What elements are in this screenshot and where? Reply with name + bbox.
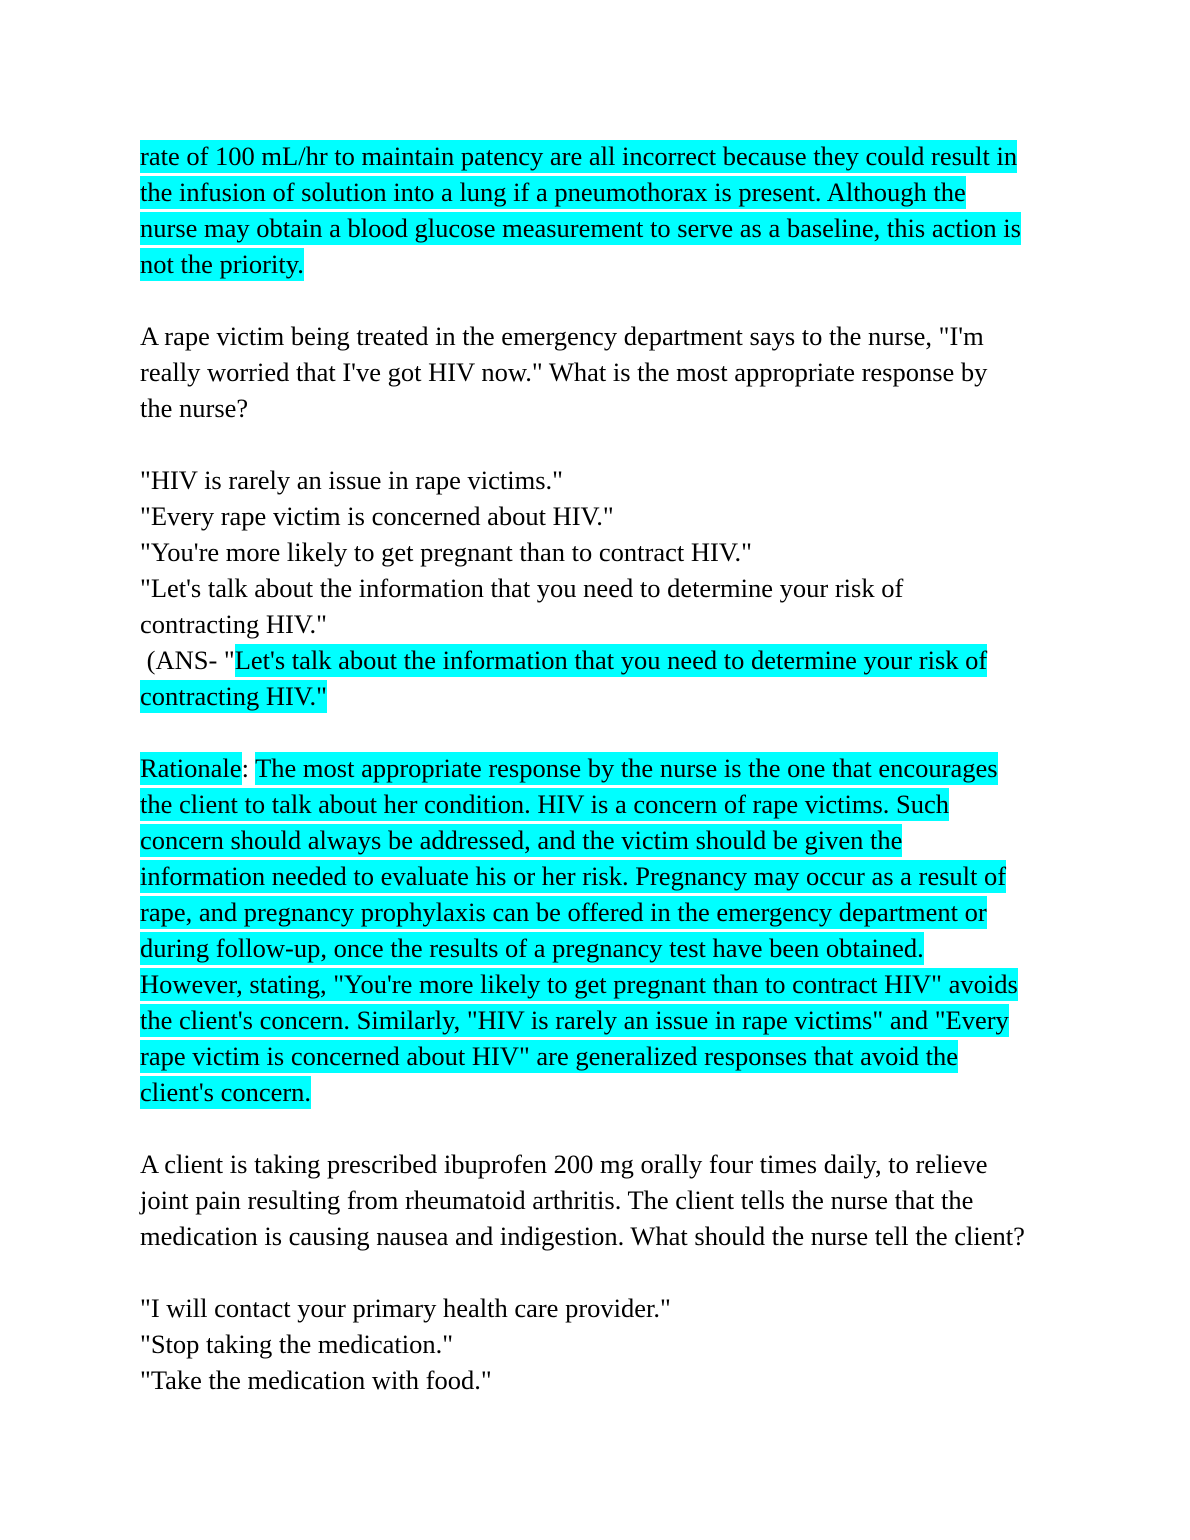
rationale-line-4: information needed to evaluate his or her risk. Pregnancy may occur as a result of bbox=[140, 861, 1007, 891]
rationale-line-9: rape victim is concerned about HIV" are generalized responses that avoid the bbox=[140, 1041, 959, 1071]
question-1-stem-line-2: really worried that I've got HIV now." What is the most appropriate response by bbox=[140, 357, 988, 387]
question-1-option-4: "Let's talk about the information that you need to determine your risk of bbox=[140, 573, 904, 603]
question-2-stem-line-3: medication is causing nausea and indigestion. What should the nurse tell the client? bbox=[140, 1221, 1025, 1251]
prev-rationale-line-3: nurse may obtain a blood glucose measurement to serve as a baseline, this action is bbox=[140, 213, 1021, 243]
question-1-answer-line-1 bbox=[140, 642, 987, 678]
question-2-option-3: "Take the medication with food." bbox=[140, 1365, 492, 1395]
prev-rationale-line-4: not the priority. bbox=[140, 249, 304, 279]
rationale-line-7: However, stating, "You're more likely to get pregnant than to contract HIV" avoids bbox=[140, 969, 1018, 999]
rationale-line-6: during follow-up, once the results of a pregnancy test have been obtained. bbox=[140, 933, 924, 963]
rationale-colon: : bbox=[241, 753, 256, 783]
question-1-answer-line-2 bbox=[140, 678, 327, 714]
question-1-option-4-cont: contracting HIV." bbox=[140, 609, 327, 639]
rationale-line-5: rape, and pregnancy prophylaxis can be offered in the emergency department or bbox=[140, 897, 987, 927]
answer-text-cont: contracting HIV." bbox=[140, 681, 327, 711]
answer-prefix: (ANS- " bbox=[140, 645, 235, 675]
rationale-line-2: the client to talk about her condition. HIV is a concern of rape victims. Such bbox=[140, 789, 950, 819]
prev-rationale-line-2: the infusion of solution into a lung if a pneumothorax is present. Although the bbox=[140, 177, 966, 207]
rationale-line-10: client's concern. bbox=[140, 1077, 312, 1107]
question-2-option-1: "I will contact your primary health care provider." bbox=[140, 1293, 671, 1323]
rationale-label: Rationale bbox=[140, 753, 242, 783]
rationale-line-8: the client's concern. Similarly, "HIV is rarely an issue in rape victims" and "Every bbox=[140, 1005, 1009, 1035]
rationale-line-3: concern should always be addressed, and the victim should be given the bbox=[140, 825, 903, 855]
prev-rationale-line-1: rate of 100 mL/hr to maintain patency are all incorrect because they could result in bbox=[140, 141, 1018, 171]
answer-text: Let's talk about the information that you need to determine your risk of bbox=[234, 645, 988, 675]
question-1-stem-line-1: A rape victim being treated in the emergency department says to the nurse, "I'm bbox=[140, 321, 984, 351]
question-2-option-2: "Stop taking the medication." bbox=[140, 1329, 454, 1359]
question-1-option-2: "Every rape victim is concerned about HIV." bbox=[140, 501, 614, 531]
question-1-option-1: "HIV is rarely an issue in rape victims." bbox=[140, 465, 563, 495]
question-1-option-3: "You're more likely to get pregnant than to contract HIV." bbox=[140, 537, 752, 567]
question-2-stem-line-2: joint pain resulting from rheumatoid arthritis. The client tells the nurse that the bbox=[140, 1185, 974, 1215]
question-1-stem-line-3: the nurse? bbox=[140, 393, 249, 423]
rationale-line-1: Rationale: The most appropriate response by the nurse is the one that encourages bbox=[140, 753, 998, 783]
question-2-stem-line-1: A client is taking prescribed ibuprofen 200 mg orally four times daily, to relieve bbox=[140, 1149, 988, 1179]
